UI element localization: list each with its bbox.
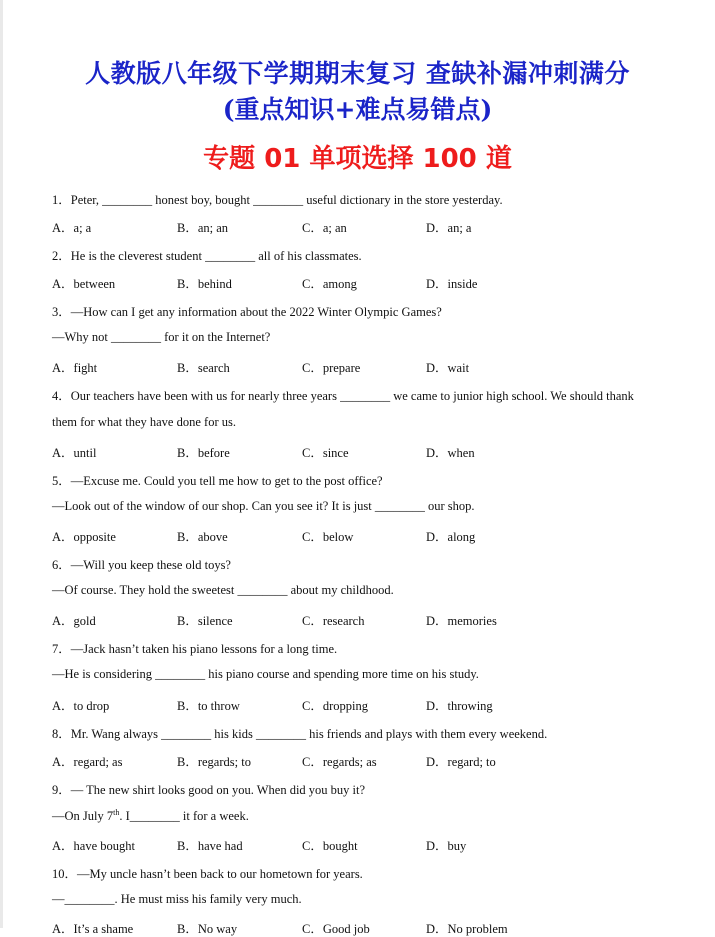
option-a: A．regard; as xyxy=(52,755,123,769)
option-a: A．opposite xyxy=(52,530,116,544)
option-d: D．No problem xyxy=(426,922,508,936)
question-8-stem: 8．Mr. Wang always ________ his kids ________ his friends and plays with them every weekend. xyxy=(52,727,548,741)
topic-heading: 专题 01 单项选择 100 道 xyxy=(203,144,512,174)
option-b: B．before xyxy=(177,446,230,460)
question-5-stem: 5．—Excuse me. Could you tell me how to get to the post office? xyxy=(52,474,383,488)
question-9-options xyxy=(52,836,652,852)
option-d: D．along xyxy=(426,530,476,544)
question-1-options xyxy=(52,218,652,234)
option-c: C．Good job xyxy=(302,922,370,936)
option-d: D．buy xyxy=(426,839,467,853)
option-d: D．when xyxy=(426,446,475,460)
option-b: B．have had xyxy=(177,839,243,853)
question-7-options xyxy=(52,696,652,712)
question-9-stem: 9．— The new shirt looks good on you. When did you buy it? xyxy=(52,783,366,797)
option-b: B．No way xyxy=(177,922,238,936)
option-b: B．an; an xyxy=(177,221,229,235)
option-a: A．It’s a shame xyxy=(52,922,134,936)
option-d: D．wait xyxy=(426,361,470,375)
option-c: C．among xyxy=(302,277,357,291)
option-c: C．dropping xyxy=(302,699,368,713)
option-a: A．have bought xyxy=(52,839,135,853)
option-b: B．behind xyxy=(177,277,232,291)
question-7-stem: 7．—Jack hasn’t taken his piano lessons for a long time. xyxy=(52,642,338,656)
option-c: C．below xyxy=(302,530,354,544)
question-9-stem-line2 xyxy=(52,808,249,824)
question-10-stem-line2: —________. He must miss his family very much. xyxy=(52,892,302,906)
option-b: B．silence xyxy=(177,614,233,628)
question-6-stem-line2: —Of course. They hold the sweetest ________ about my childhood. xyxy=(52,583,394,597)
question-2-stem: 2．He is the cleverest student ________ all of his classmates. xyxy=(52,249,362,263)
question-6-options xyxy=(52,611,652,627)
question-4-stem: 4．Our teachers have been with us for nearly three years ________ we came to junior high school. We should thank xyxy=(52,389,634,403)
question-8-options xyxy=(52,752,652,768)
option-a: A．fight xyxy=(52,361,98,375)
question-9-line2-start: —On July 7 xyxy=(52,809,114,824)
option-b: B．above xyxy=(177,530,228,544)
question-5-options xyxy=(52,527,652,543)
option-d: D．throwing xyxy=(426,699,493,713)
option-a: A．until xyxy=(52,446,97,460)
option-b: B．search xyxy=(177,361,230,375)
question-1-stem: 1．Peter, ________ honest boy, bought ________ useful dictionary in the store yesterday. xyxy=(52,193,503,207)
option-a: A．between xyxy=(52,277,116,291)
option-a: A．a; a xyxy=(52,221,92,235)
doc-title-sub: (重点知识+难点易错点) xyxy=(222,95,493,124)
option-c: C．research xyxy=(302,614,365,628)
question-4-options xyxy=(52,443,652,459)
ordinal-suffix: th xyxy=(113,808,120,817)
question-7-stem-line2: —He is considering ________ his piano course and spending more time on his study. xyxy=(52,667,479,681)
question-4-stem-line2: them for what they have done for us. xyxy=(52,415,236,429)
option-d: D．inside xyxy=(426,277,478,291)
option-c: C．bought xyxy=(302,839,358,853)
option-d: D．memories xyxy=(426,614,497,628)
question-5-stem-line2: —Look out of the window of our shop. Can you see it? It is just ________ our shop. xyxy=(52,499,475,513)
option-c: C．prepare xyxy=(302,361,361,375)
option-d: D．an; a xyxy=(426,221,472,235)
question-3-stem-line2: —Why not ________ for it on the Internet? xyxy=(52,330,271,344)
option-a: A．to drop xyxy=(52,699,110,713)
option-c: C．a; an xyxy=(302,221,347,235)
question-2-options xyxy=(52,274,652,290)
question-10-options xyxy=(52,919,652,935)
option-b: B．to throw xyxy=(177,699,240,713)
question-3-options xyxy=(52,358,652,374)
doc-title: 人教版八年级下学期期末复习 查缺补漏冲刺满分 xyxy=(85,59,630,88)
option-a: A．gold xyxy=(52,614,96,628)
option-d: D．regard; to xyxy=(426,755,496,769)
option-c: C．regards; as xyxy=(302,755,377,769)
question-6-stem: 6．—Will you keep these old toys? xyxy=(52,558,231,572)
option-b: B．regards; to xyxy=(177,755,251,769)
question-10-stem: 10．—My uncle hasn’t been back to our hometown for years. xyxy=(52,867,363,881)
question-9-line2-end: . I________ it for a week. xyxy=(119,809,249,824)
option-c: C．since xyxy=(302,446,349,460)
question-3-stem: 3．—How can I get any information about the 2022 Winter Olympic Games? xyxy=(52,305,442,319)
